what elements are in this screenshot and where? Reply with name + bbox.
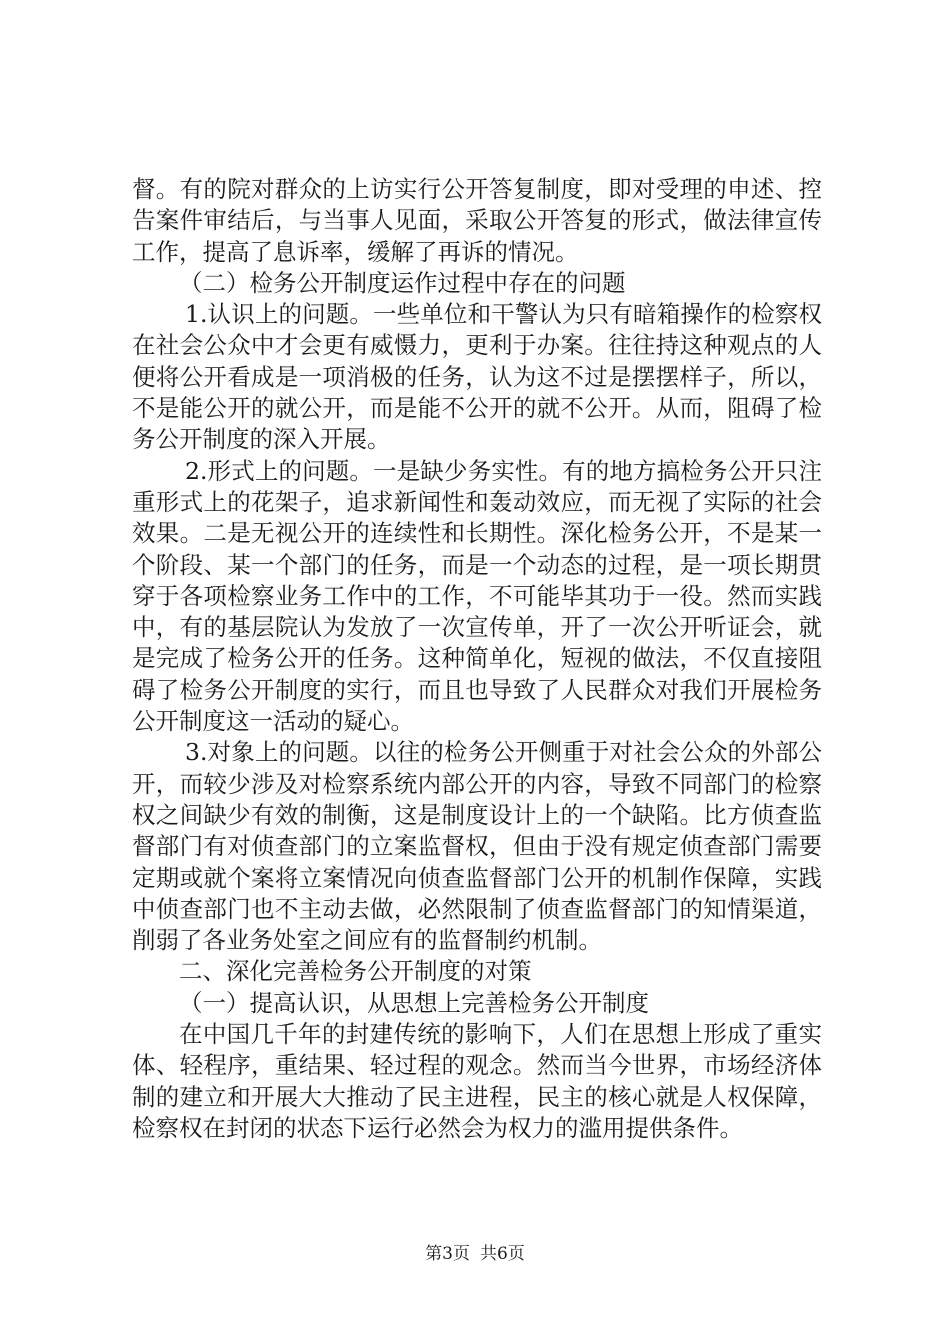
paragraph: 3.对象上的问题。以往的检务公开侧重于对社会公众的外部公开，而较少涉及对检察系统内部公开的内容，导致不同部门的检察权之间缺少有效的制衡，这是制度设计上的一个缺陷。比方侦查监督部门有对侦查部门的立案监督权，但由于没有规定侦查部门需要定期或就个案将立案情况向侦查监督部门公开的机制作保障，实践中侦查部门也不主动去做，必然限制了侦查监督部门的知情渠道，削弱了各业务处室之间应有的监督制约机制。 (132, 738, 822, 955)
section-heading: （二）检务公开制度运作过程中存在的问题 (179, 268, 626, 297)
paragraph: 2.形式上的问题。一是缺少务实性。有的地方搞检务公开只注重形式上的花架子，追求新闻性和轰动效应，而无视了实际的社会效果。二是无视公开的连续性和长期性。深化检务公开，不是某一个阶段、某一个部门的任务，而是一个动态的过程，是一项长期贯穿于各项检察业务工作中的工作，不可能毕其功于一役。然而实践中，有的基层院认为发放了一次宣传单，开了一次公开听证会，就是完成了检务公开的任务。这种简单化，短视的做法，不仅直接阻碍了检务公开制度的实行，而且也导致了人民群众对我们开展检务公开制度这一活动的疑心。 (132, 456, 822, 736)
page-footer (0, 1243, 950, 1265)
document-body (132, 174, 822, 1144)
paragraph: 1.认识上的问题。一些单位和干警认为只有暗箱操作的检察权在社会公众中才会更有威慑力，更利于办案。往往持这种观点的人便将公开看成是一项消极的任务，认为这不过是摆摆样子，所以，不是能公开的就公开，而是能不公开的就不公开。从而，阻碍了检务公开制度的深入开展。 (132, 300, 822, 454)
page-total: 共6页 (480, 1244, 525, 1264)
paragraph: 在中国几千年的封建传统的影响下，人们在思想上形成了重实体、轻程序，重结果、轻过程的观念。然而当今世界，市场经济体制的建立和开展大大推动了民主进程，民主的核心就是人权保障，检察权在封闭的状态下运行必然会为权力的滥用提供条件。 (132, 1020, 822, 1142)
section-heading: （一）提高认识，从思想上完善检务公开制度 (179, 988, 649, 1017)
page-number: 第3页 (425, 1244, 470, 1264)
section-heading: 二、深化完善检务公开制度的对策 (179, 957, 532, 986)
paragraph: 督。有的院对群众的上访实行公开答复制度，即对受理的申述、控告案件审结后，与当事人见面，采取公开答复的形式，做法律宣传工作，提高了息诉率，缓解了再诉的情况。 (132, 175, 822, 266)
